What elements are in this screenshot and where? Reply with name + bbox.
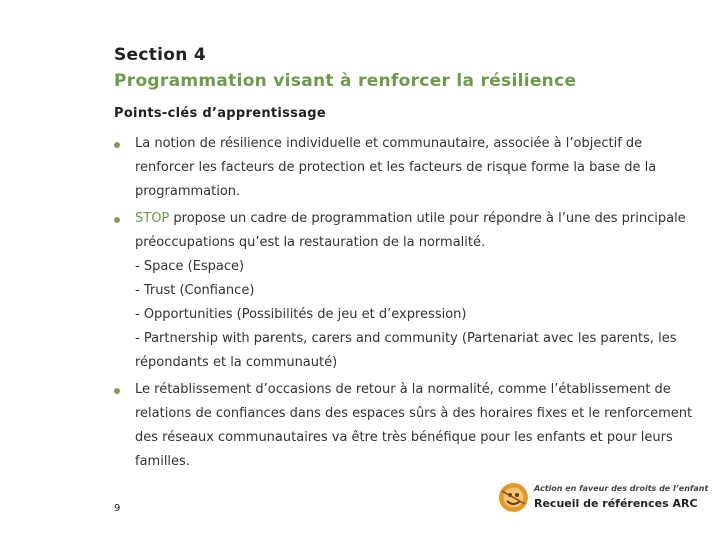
bullet-dot-icon <box>114 388 120 394</box>
list-item <box>114 207 694 375</box>
arc-emblem-icon <box>498 482 529 513</box>
key-points-list <box>114 132 694 477</box>
stop-keyword: STOP <box>135 211 170 226</box>
list-item <box>114 378 694 474</box>
key-points-heading: Points-clés d’apprentissage <box>114 106 327 121</box>
logo-tagline: Action en faveur des droits de l’enfant <box>534 484 709 493</box>
list-item-text: propose un cadre de programmation utile pour répondre à l’une des principale préoccupations qu’est la restauration de la normalité. <box>135 211 686 250</box>
page-number: 9 <box>114 503 121 514</box>
sub-item-partnership: - Partnership with parents, carers and community (Partenariat avec les parents, les répondants et la communauté) <box>135 331 677 370</box>
logo-title: Recueil de références ARC <box>534 497 698 510</box>
sub-item-space: - Space (Espace) <box>135 259 245 274</box>
list-item-text: Le rétablissement d’occasions de retour à la normalité, comme l’établissement de relations de confiances dans des espaces sûrs à des horaires fixes et le renforcement des réseaux communautaires va être très bénéfique pour les enfants et pour leurs familles. <box>135 382 693 469</box>
sub-item-trust: - Trust (Confiance) <box>135 283 255 298</box>
section-label: Section 4 <box>114 45 207 65</box>
list-item <box>114 132 694 204</box>
bullet-dot-icon <box>114 217 120 223</box>
list-item-text: La notion de résilience individuelle et communautaire, associée à l’objectif de renforcer les facteurs de protection et les facteurs de risque forme la base de la programmation. <box>135 136 657 199</box>
sub-item-opportunities: - Opportunities (Possibilités de jeu et d’expression) <box>135 307 467 322</box>
page-title: Programmation visant à renforcer la résilience <box>114 71 577 91</box>
arc-logo <box>498 481 709 515</box>
bullet-dot-icon <box>114 142 120 148</box>
